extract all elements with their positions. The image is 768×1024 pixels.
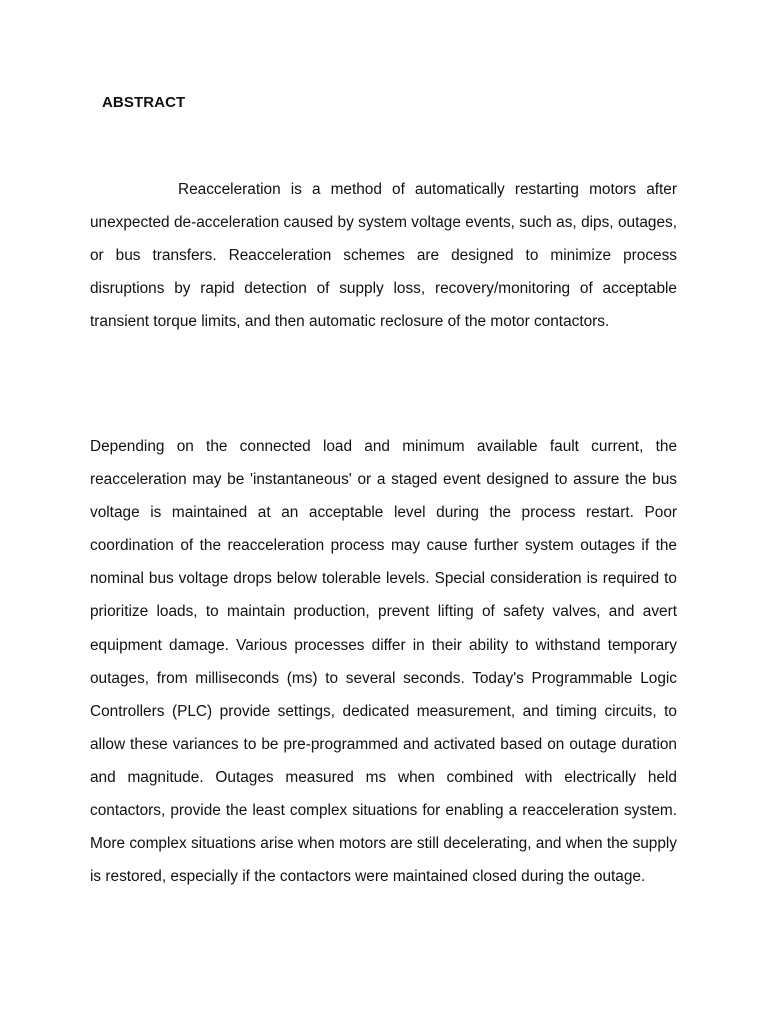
abstract-paragraph-2: Depending on the connected load and minimum available fault current, the reacceleration may be 'instantaneous' or a staged event designed to assure the bus voltage is maintained at an acceptable level during the process restart. Poor coordination of the reacceleration process may cause further system outages if the nominal bus voltage drops below tolerable levels. Special consideration is required to prioritize loads, to maintain production, prevent lifting of safety valves, and avert equipment damage. Various processes differ in their ability to withstand temporary outages, from milliseconds (ms) to several seconds. Today's Programmable Logic Controllers (PLC) provide settings, dedicated measurement, and timing circuits, to allow these variances to be pre-programmed and activated based on outage duration and magnitude. Outages measured ms when combined with electrically held contactors, provide the least complex situations for enabling a reacceleration system. More complex situations arise when motors are still decelerating, and when the supply is restored, especially if the contactors were maintained closed during the outage. (90, 438, 677, 886)
abstract-heading: ABSTRACT (102, 94, 186, 111)
abstract-paragraph-1: Reacceleration is a method of automatically restarting motors after unexpected de-acceleration caused by system voltage events, such as, dips, outages, or bus transfers. Reacceleration schemes are designed to minimize process disruptions by rapid detection of supply loss, recovery/monitoring of acceptable transient torque limits, and then automatic reclosure of the motor contactors. (90, 181, 677, 331)
